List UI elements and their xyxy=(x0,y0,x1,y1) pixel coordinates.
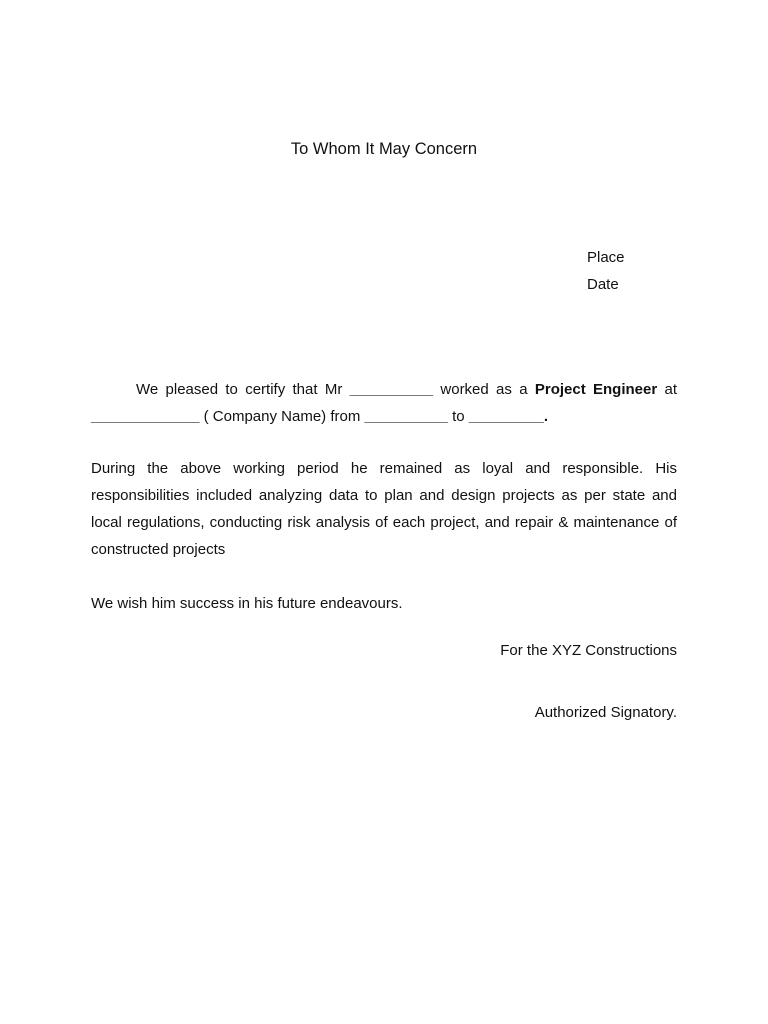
intro-text: We pleased to certify that Mr xyxy=(136,381,343,398)
position-text: Project Engineer xyxy=(534,381,658,398)
letter-title: To Whom It May Concern xyxy=(290,140,478,158)
from-date-blank: __________ xyxy=(364,408,448,425)
responsibilities-paragraph: During the above working period he remained as loyal and responsible. His responsibilities included analyzing data to plan and design projects as per state and local regulations, conducting risk analysis of each project, and repair & maintenance of constructed projects xyxy=(91,460,677,558)
certification-paragraph xyxy=(91,376,677,430)
place-label: Place xyxy=(587,249,625,266)
wishes-paragraph: We wish him success in his future endeavours. xyxy=(91,595,403,612)
date-label: Date xyxy=(587,276,619,293)
worked-as-text: worked as a xyxy=(440,381,528,398)
signatory-line: Authorized Signatory. xyxy=(534,704,677,721)
to-text: to xyxy=(452,408,465,425)
name-blank: __________ xyxy=(349,381,434,398)
at-text: at xyxy=(664,381,678,398)
closing-company: For the XYZ Constructions xyxy=(500,642,677,659)
place-date-block xyxy=(587,244,625,298)
company-hint-text: ( Company Name) from xyxy=(203,408,361,425)
certification-line-1 xyxy=(91,376,677,403)
to-date-blank: _________. xyxy=(468,408,549,425)
certification-line-2 xyxy=(91,403,677,430)
company-blank: _____________ xyxy=(91,408,200,425)
